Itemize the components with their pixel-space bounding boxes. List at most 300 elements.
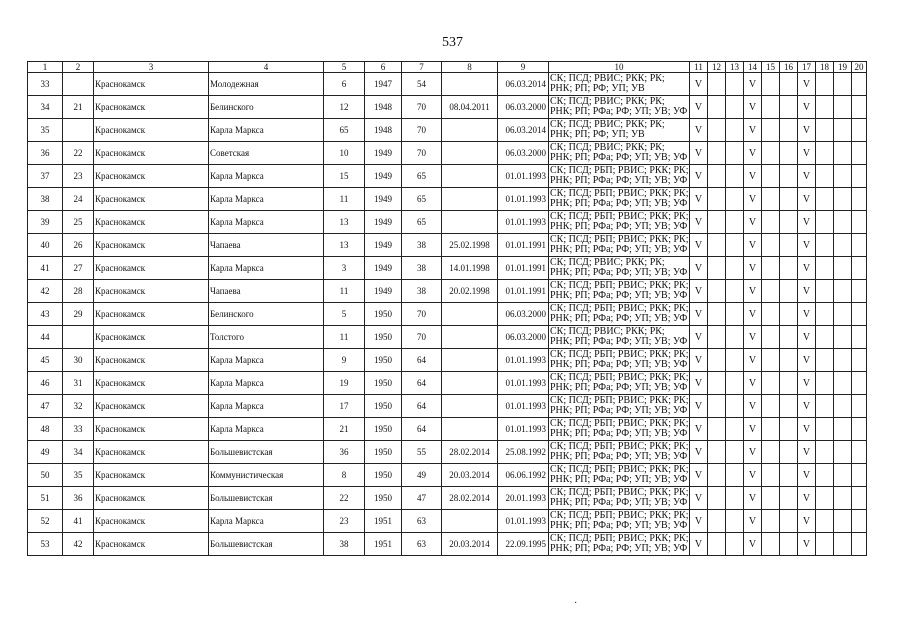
cell-col-6: 1950 (365, 464, 402, 487)
cell-col-5: 12 (324, 96, 365, 119)
cell-col-16 (780, 533, 798, 556)
cell-col-11: V (690, 280, 708, 303)
cell-col-11: V (690, 510, 708, 533)
cell-col-5: 9 (324, 349, 365, 372)
cell-col-9: 20.01.1993 (498, 487, 549, 510)
column-header-11: 11 (690, 62, 708, 73)
cell-col-4: Большевистская (209, 487, 324, 510)
cell-col-11: V (690, 326, 708, 349)
cell-col-5: 19 (324, 372, 365, 395)
cell-col-20 (852, 73, 867, 96)
table-row (28, 533, 867, 556)
cell-col-7: 65 (402, 165, 442, 188)
cell-col-19 (834, 142, 852, 165)
cell-col-20 (852, 257, 867, 280)
cell-col-9: 01.01.1993 (498, 418, 549, 441)
cell-col-19 (834, 533, 852, 556)
cell-col-2 (63, 73, 94, 96)
cell-col-15 (762, 395, 780, 418)
cell-col-13 (726, 326, 744, 349)
cell-col-17: V (798, 326, 816, 349)
cell-col-13 (726, 487, 744, 510)
cell-col-5: 11 (324, 326, 365, 349)
cell-col-3: Краснокамск (94, 165, 209, 188)
cell-col-15 (762, 119, 780, 142)
cell-col-4: Карла Маркса (209, 349, 324, 372)
cell-col-18 (816, 234, 834, 257)
cell-col-9: 01.01.1993 (498, 188, 549, 211)
cell-col-12 (708, 533, 726, 556)
cell-col-17: V (798, 188, 816, 211)
cell-col-12 (708, 464, 726, 487)
cell-col-5: 17 (324, 395, 365, 418)
cell-col-3: Краснокамск (94, 533, 209, 556)
cell-col-14: V (744, 280, 762, 303)
cell-col-3: Краснокамск (94, 441, 209, 464)
cell-col-11: V (690, 73, 708, 96)
cell-col-8: 20.03.2014 (442, 464, 498, 487)
cell-col-3: Краснокамск (94, 211, 209, 234)
cell-col-9: 01.01.1993 (498, 372, 549, 395)
column-header-2: 2 (63, 62, 94, 73)
cell-col-11: V (690, 142, 708, 165)
cell-col-12 (708, 510, 726, 533)
cell-col-18 (816, 119, 834, 142)
cell-col-18 (816, 418, 834, 441)
cell-col-11: V (690, 234, 708, 257)
cell-col-4: Советская (209, 142, 324, 165)
cell-col-4: Карла Маркса (209, 211, 324, 234)
cell-col-15 (762, 280, 780, 303)
registry-table (27, 61, 867, 556)
cell-col-12 (708, 73, 726, 96)
cell-col-2: 30 (63, 349, 94, 372)
cell-col-17: V (798, 142, 816, 165)
cell-col-11: V (690, 257, 708, 280)
cell-col-10: СК; ПСД; РБП; РВИС; РКК; РК; РНК; РП; РФа; РФ; УП; УВ; УФ (550, 464, 689, 485)
cell-col-19 (834, 73, 852, 96)
cell-col-8 (442, 119, 498, 142)
cell-col-6: 1948 (365, 96, 402, 119)
cell-col-3: Краснокамск (94, 487, 209, 510)
cell-col-6: 1948 (365, 119, 402, 142)
cell-col-11: V (690, 464, 708, 487)
table-row (28, 165, 867, 188)
cell-col-2: 41 (63, 510, 94, 533)
cell-col-17: V (798, 441, 816, 464)
cell-col-16 (780, 464, 798, 487)
cell-col-6: 1949 (365, 280, 402, 303)
cell-col-1: 42 (28, 280, 63, 303)
cell-col-15 (762, 510, 780, 533)
cell-col-11: V (690, 533, 708, 556)
cell-col-20 (852, 372, 867, 395)
cell-col-1: 38 (28, 188, 63, 211)
table-row (28, 280, 867, 303)
cell-col-12 (708, 395, 726, 418)
cell-col-15 (762, 73, 780, 96)
cell-col-12 (708, 487, 726, 510)
cell-col-20 (852, 96, 867, 119)
cell-col-6: 1950 (365, 326, 402, 349)
cell-col-17: V (798, 234, 816, 257)
cell-col-16 (780, 395, 798, 418)
table-header (28, 62, 867, 73)
cell-col-1: 40 (28, 234, 63, 257)
cell-col-19 (834, 96, 852, 119)
cell-col-6: 1949 (365, 188, 402, 211)
cell-col-3: Краснокамск (94, 510, 209, 533)
cell-col-20 (852, 533, 867, 556)
cell-col-14: V (744, 441, 762, 464)
cell-col-20 (852, 188, 867, 211)
cell-col-3: Краснокамск (94, 257, 209, 280)
cell-col-20 (852, 165, 867, 188)
cell-col-9: 06.03.2000 (498, 326, 549, 349)
cell-col-14: V (744, 326, 762, 349)
cell-col-15 (762, 349, 780, 372)
cell-col-13 (726, 234, 744, 257)
cell-col-11: V (690, 395, 708, 418)
cell-col-8 (442, 165, 498, 188)
cell-col-14: V (744, 533, 762, 556)
cell-col-14: V (744, 119, 762, 142)
cell-col-15 (762, 96, 780, 119)
cell-col-17: V (798, 280, 816, 303)
cell-col-12 (708, 142, 726, 165)
cell-col-7: 38 (402, 234, 442, 257)
cell-col-1: 49 (28, 441, 63, 464)
cell-col-1: 41 (28, 257, 63, 280)
cell-col-4: Карла Маркса (209, 510, 324, 533)
cell-col-12 (708, 349, 726, 372)
cell-col-16 (780, 119, 798, 142)
cell-col-10: СК; ПСД; РВИС; РКК; РК; РНК; РП; РФа; РФ; УП; УВ; УФ (549, 96, 690, 119)
table-row (28, 188, 867, 211)
cell-col-1: 48 (28, 418, 63, 441)
table-row (28, 487, 867, 510)
cell-col-11: V (690, 211, 708, 234)
cell-col-18 (816, 280, 834, 303)
cell-col-12 (708, 96, 726, 119)
cell-col-8: 25.02.1998 (442, 234, 498, 257)
header-row (28, 62, 867, 73)
cell-col-6: 1949 (365, 257, 402, 280)
cell-col-20 (852, 303, 867, 326)
cell-col-13 (726, 119, 744, 142)
cell-col-13 (726, 464, 744, 487)
cell-col-18 (816, 188, 834, 211)
cell-col-8 (442, 188, 498, 211)
cell-col-1: 36 (28, 142, 63, 165)
cell-col-13 (726, 73, 744, 96)
cell-col-16 (780, 165, 798, 188)
cell-col-17: V (798, 487, 816, 510)
cell-col-4: Белинского (209, 303, 324, 326)
cell-col-19 (834, 510, 852, 533)
cell-col-9: 06.03.2000 (498, 142, 549, 165)
cell-col-3: Краснокамск (94, 372, 209, 395)
column-header-15: 15 (762, 62, 780, 73)
column-header-16: 16 (780, 62, 798, 73)
cell-col-4: Карла Маркса (209, 165, 324, 188)
cell-col-10: СК; ПСД; РВИС; РКК; РК; РНК; РП; РФа; РФ; УП; УВ; УФ (549, 326, 690, 349)
cell-col-7: 47 (402, 487, 442, 510)
cell-col-14: V (744, 211, 762, 234)
cell-col-9: 06.03.2000 (498, 303, 549, 326)
cell-col-19 (834, 372, 852, 395)
cell-col-7: 65 (402, 188, 442, 211)
cell-col-8 (442, 418, 498, 441)
cell-col-19 (834, 395, 852, 418)
cell-col-18 (816, 165, 834, 188)
cell-col-6: 1949 (365, 142, 402, 165)
footer-mark: · (574, 598, 578, 609)
cell-col-5: 8 (324, 464, 365, 487)
cell-col-10: СК; ПСД; РБП; РВИС; РКК; РК; РНК; РП; РФа; РФ; УП; УВ; УФ (550, 510, 689, 531)
cell-col-3: Краснокамск (94, 395, 209, 418)
table-row (28, 142, 867, 165)
cell-col-5: 10 (324, 142, 365, 165)
cell-col-20 (852, 418, 867, 441)
cell-col-15 (762, 326, 780, 349)
cell-col-4: Карла Маркса (209, 372, 324, 395)
cell-col-6: 1950 (365, 372, 402, 395)
cell-col-10: СК; ПСД; РБП; РВИС; РКК; РК; РНК; РП; РФа; РФ; УП; УВ; УФ (550, 211, 689, 232)
cell-col-16 (780, 510, 798, 533)
cell-col-16 (780, 73, 798, 96)
table-row (28, 211, 867, 234)
cell-col-18 (816, 211, 834, 234)
cell-col-20 (852, 234, 867, 257)
cell-col-5: 5 (324, 303, 365, 326)
cell-col-14: V (744, 464, 762, 487)
cell-col-10: СК; ПСД; РБП; РВИС; РКК; РК; РНК; РП; РФа; РФ; УП; УВ; УФ (550, 418, 689, 439)
cell-col-20 (852, 487, 867, 510)
cell-col-18 (816, 257, 834, 280)
cell-col-3: Краснокамск (94, 73, 209, 96)
cell-col-10: СК; ПСД; РБП; РВИС; РКК; РК; РНК; РП; РФа; РФ; УП; УВ; УФ (550, 441, 689, 462)
cell-col-13 (726, 280, 744, 303)
cell-col-14: V (744, 349, 762, 372)
cell-col-10: СК; ПСД; РБП; РВИС; РКК; РК; РНК; РП; РФа; РФ; УП; УВ; УФ (550, 188, 689, 209)
cell-col-3: Краснокамск (94, 303, 209, 326)
cell-col-10: СК; ПСД; РВИС; РКК; РК; РНК; РП; РФа; РФ; УП; УВ; УФ (549, 142, 690, 165)
cell-col-19 (834, 441, 852, 464)
column-header-7: 7 (402, 62, 442, 73)
cell-col-12 (708, 303, 726, 326)
cell-col-7: 38 (402, 257, 442, 280)
cell-col-10: СК; ПСД; РБП; РВИС; РКК; РК; РНК; РП; РФа; РФ; УП; УВ; УФ (550, 303, 689, 324)
cell-col-6: 1949 (365, 234, 402, 257)
cell-col-6: 1949 (365, 211, 402, 234)
cell-col-7: 65 (402, 211, 442, 234)
cell-col-12 (708, 280, 726, 303)
cell-col-6: 1951 (365, 533, 402, 556)
cell-col-11: V (690, 188, 708, 211)
cell-col-14: V (744, 234, 762, 257)
column-header-17: 17 (798, 62, 816, 73)
cell-col-4: Карла Маркса (209, 395, 324, 418)
cell-col-16 (780, 280, 798, 303)
cell-col-15 (762, 165, 780, 188)
cell-col-7: 54 (402, 73, 442, 96)
cell-col-7: 70 (402, 142, 442, 165)
cell-col-13 (726, 510, 744, 533)
cell-col-1: 50 (28, 464, 63, 487)
cell-col-7: 70 (402, 303, 442, 326)
cell-col-1: 53 (28, 533, 63, 556)
cell-col-2: 36 (63, 487, 94, 510)
cell-col-9: 01.01.1993 (498, 165, 549, 188)
cell-col-4: Большевистская (209, 533, 324, 556)
cell-col-17: V (798, 395, 816, 418)
cell-col-4: Карла Маркса (209, 119, 324, 142)
cell-col-3: Краснокамск (94, 280, 209, 303)
cell-col-6: 1950 (365, 303, 402, 326)
cell-col-13 (726, 188, 744, 211)
cell-col-8 (442, 349, 498, 372)
column-header-9: 9 (498, 62, 549, 73)
cell-col-9: 01.01.1991 (498, 234, 549, 257)
table-row (28, 326, 867, 349)
cell-col-14: V (744, 257, 762, 280)
cell-col-5: 11 (324, 188, 365, 211)
cell-col-14: V (744, 303, 762, 326)
cell-col-9: 01.01.1993 (498, 510, 549, 533)
cell-col-13 (726, 533, 744, 556)
cell-col-6: 1947 (365, 73, 402, 96)
cell-col-8: 20.02.1998 (442, 280, 498, 303)
cell-col-17: V (798, 165, 816, 188)
cell-col-17: V (798, 464, 816, 487)
cell-col-15 (762, 257, 780, 280)
cell-col-20 (852, 510, 867, 533)
cell-col-9: 01.01.1991 (498, 257, 549, 280)
cell-col-4: Чапаева (209, 280, 324, 303)
cell-col-10: СК; ПСД; РБП; РВИС; РКК; РК; РНК; РП; РФа; РФ; УП; УВ; УФ (550, 280, 689, 301)
cell-col-16 (780, 142, 798, 165)
cell-col-13 (726, 96, 744, 119)
cell-col-7: 49 (402, 464, 442, 487)
cell-col-2 (63, 119, 94, 142)
cell-col-20 (852, 464, 867, 487)
cell-col-16 (780, 418, 798, 441)
cell-col-7: 63 (402, 510, 442, 533)
cell-col-12 (708, 165, 726, 188)
cell-col-19 (834, 487, 852, 510)
cell-col-8: 08.04.2011 (442, 96, 498, 119)
cell-col-11: V (690, 487, 708, 510)
cell-col-2: 26 (63, 234, 94, 257)
cell-col-6: 1951 (365, 510, 402, 533)
cell-col-18 (816, 142, 834, 165)
cell-col-19 (834, 119, 852, 142)
cell-col-19 (834, 326, 852, 349)
cell-col-11: V (690, 303, 708, 326)
cell-col-10: СК; ПСД; РВИС; РКК; РК; РНК; РП; РФа; РФ; УП; УВ; УФ (549, 257, 690, 280)
cell-col-19 (834, 188, 852, 211)
cell-col-6: 1950 (365, 395, 402, 418)
table-row (28, 349, 867, 372)
cell-col-8: 28.02.2014 (442, 487, 498, 510)
cell-col-20 (852, 441, 867, 464)
cell-col-2: 24 (63, 188, 94, 211)
cell-col-18 (816, 349, 834, 372)
cell-col-12 (708, 441, 726, 464)
cell-col-19 (834, 418, 852, 441)
cell-col-2: 27 (63, 257, 94, 280)
cell-col-8: 14.01.1998 (442, 257, 498, 280)
cell-col-5: 13 (324, 234, 365, 257)
cell-col-5: 21 (324, 418, 365, 441)
cell-col-18 (816, 73, 834, 96)
cell-col-9: 01.01.1993 (498, 395, 549, 418)
cell-col-20 (852, 326, 867, 349)
cell-col-8 (442, 303, 498, 326)
cell-col-2 (63, 326, 94, 349)
cell-col-9: 06.06.1992 (498, 464, 549, 487)
cell-col-17: V (798, 73, 816, 96)
cell-col-11: V (690, 372, 708, 395)
cell-col-17: V (798, 303, 816, 326)
cell-col-10: СК; ПСД; РБП; РВИС; РКК; РК; РНК; РП; РФа; РФ; УП; УВ; УФ (550, 234, 689, 255)
cell-col-13 (726, 211, 744, 234)
cell-col-14: V (744, 395, 762, 418)
column-header-10: 10 (549, 62, 690, 73)
cell-col-7: 70 (402, 119, 442, 142)
cell-col-9: 06.03.2014 (498, 73, 549, 96)
cell-col-16 (780, 349, 798, 372)
cell-col-12 (708, 372, 726, 395)
cell-col-11: V (690, 96, 708, 119)
cell-col-20 (852, 349, 867, 372)
cell-col-20 (852, 211, 867, 234)
cell-col-18 (816, 326, 834, 349)
table-body (28, 73, 867, 556)
cell-col-15 (762, 533, 780, 556)
cell-col-9: 06.03.2000 (498, 96, 549, 119)
cell-col-16 (780, 188, 798, 211)
cell-col-9: 01.01.1991 (498, 280, 549, 303)
cell-col-8: 28.02.2014 (442, 441, 498, 464)
cell-col-14: V (744, 96, 762, 119)
cell-col-13 (726, 165, 744, 188)
cell-col-17: V (798, 257, 816, 280)
cell-col-15 (762, 303, 780, 326)
cell-col-3: Краснокамск (94, 326, 209, 349)
cell-col-2: 42 (63, 533, 94, 556)
cell-col-17: V (798, 510, 816, 533)
cell-col-4: Молодежная (209, 73, 324, 96)
cell-col-1: 52 (28, 510, 63, 533)
table-row (28, 510, 867, 533)
table-row (28, 96, 867, 119)
column-header-18: 18 (816, 62, 834, 73)
cell-col-5: 23 (324, 510, 365, 533)
cell-col-5: 38 (324, 533, 365, 556)
cell-col-3: Краснокамск (94, 142, 209, 165)
column-header-13: 13 (726, 62, 744, 73)
column-header-14: 14 (744, 62, 762, 73)
cell-col-19 (834, 234, 852, 257)
cell-col-15 (762, 441, 780, 464)
cell-col-12 (708, 119, 726, 142)
cell-col-12 (708, 257, 726, 280)
cell-col-2: 28 (63, 280, 94, 303)
cell-col-5: 36 (324, 441, 365, 464)
cell-col-2: 29 (63, 303, 94, 326)
